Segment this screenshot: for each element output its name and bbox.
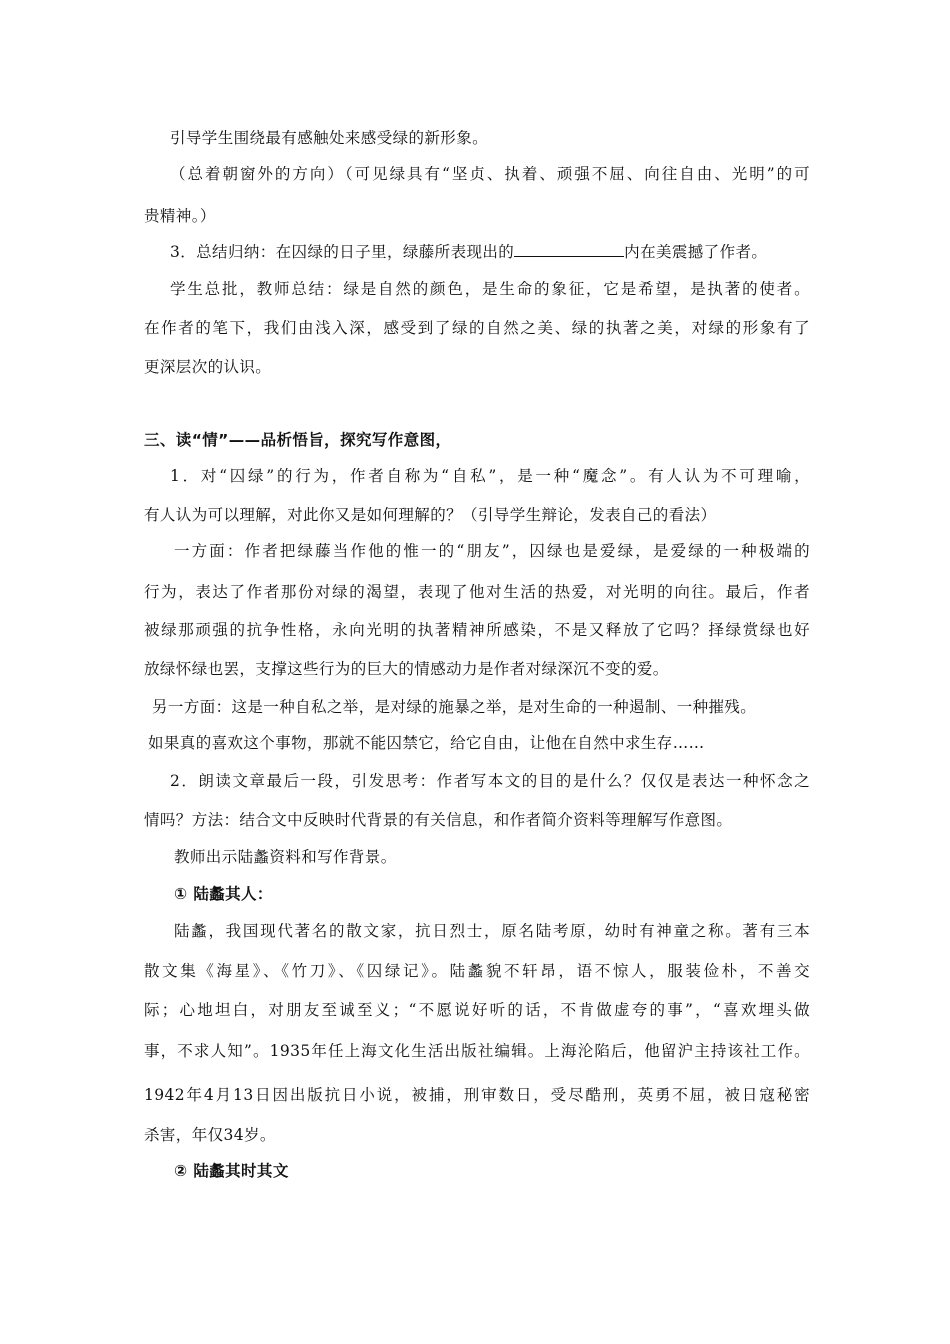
- question1-line1: 1．对“囚绿”的行为，作者自称为“自私”，是一种“魔念”。有人认为不可理喻，: [170, 467, 810, 485]
- bio-line6: 杀害，年仅34岁。: [144, 1126, 276, 1144]
- subheading-person: ① 陆蠡其人：: [174, 885, 273, 903]
- question2-line1: 2．朗读文章最后一段，引发思考：作者写本文的目的是什么？仅仅是表达一种怀念之: [170, 772, 810, 790]
- section-heading: 三、读“情”——品析悟旨，探究写作意图，: [144, 431, 452, 449]
- bio-line3: 际；心地坦白，对朋友至诚至义；“不愿说好听的话，不肯做虚夸的事”，“喜欢埋头做: [144, 1001, 810, 1019]
- answer1-line3: 被绿那顽强的抗争性格，永向光明的执著精神所感染，不是又释放了它吗？择绿赏绿也好: [144, 621, 810, 639]
- answer1-line1: 一方面：作者把绿藤当作他的惟一的“朋友”，囚绿也是爱绿，是爱绿的一种极端的: [174, 542, 810, 560]
- summary-line3: 更深层次的认识。: [144, 358, 272, 376]
- answer1-line4: 放绿怀绿也罢，支撑这些行为的巨大的情感动力是作者对绿深沉不变的爱。: [144, 660, 669, 678]
- paragraph-note-line1: （总着朝窗外的方向）（可见绿具有“坚贞、执着、顽强不屈、向往自由、光明”的可: [170, 165, 810, 183]
- bio-line5: 1942年4月13日因出版抗日小说，被捕，刑审数日，受尽酷刑，英勇不屈，被日寇秘密: [144, 1086, 810, 1104]
- question2-line2: 情吗？方法：结合文中反映时代背景的有关信息，和作者简介资料等理解写作意图。: [144, 811, 733, 829]
- answer2-line2: 如果真的喜欢这个事物，那就不能囚禁它，给它自由，让他在自然中求生存……: [148, 734, 705, 752]
- teacher-note: 教师出示陆蠡资料和写作背景。: [174, 848, 397, 866]
- answer2-line1: 另一方面：这是一种自私之举，是对绿的施暴之举，是对生命的一种遏制、一种摧残。: [152, 698, 757, 716]
- question-summary-tail: 内在美震撼了作者。: [624, 243, 768, 261]
- summary-line2: 在作者的笔下，我们由浅入深，感受到了绿的自然之美、绿的执著之美，对绿的形象有了: [144, 319, 810, 337]
- answer1-line2: 行为，表达了作者那份对绿的渴望，表现了他对生活的热爱，对光明的向往。最后，作者: [144, 583, 810, 601]
- bio-line1: 陆蠡，我国现代著名的散文家，抗日烈士，原名陆考原，幼时有神童之称。著有三本: [174, 922, 810, 940]
- paragraph-note-line2: 贵精神。）: [144, 207, 216, 225]
- question-summary: [170, 242, 836, 262]
- bio-line2: 散文集《海星》、《竹刀》、《囚绿记》。陆蠡貌不轩昂，语不惊人，服装俭朴，不善交: [144, 962, 810, 980]
- subheading-times: ② 陆蠡其时其文: [174, 1162, 289, 1180]
- question-summary-text: 3．总结归纳：在囚绿的日子里，绿藤所表现出的: [170, 243, 515, 261]
- bio-line4: 事，不求人知”。1935年任上海文化生活出版社编辑。上海沦陷后，他留沪主持该社工作。: [144, 1042, 810, 1060]
- question1-line2: 有人认为可以理解，对此你又是如何理解的？（引导学生辩论，发表自己的看法）: [144, 506, 717, 524]
- answer-blank[interactable]: [514, 242, 624, 257]
- summary-line1: 学生总批，教师总结：绿是自然的颜色，是生命的象征，它是希望，是执著的使者。: [170, 280, 810, 298]
- paragraph-guide: 引导学生围绕最有感触处来感受绿的新形象。: [170, 129, 489, 147]
